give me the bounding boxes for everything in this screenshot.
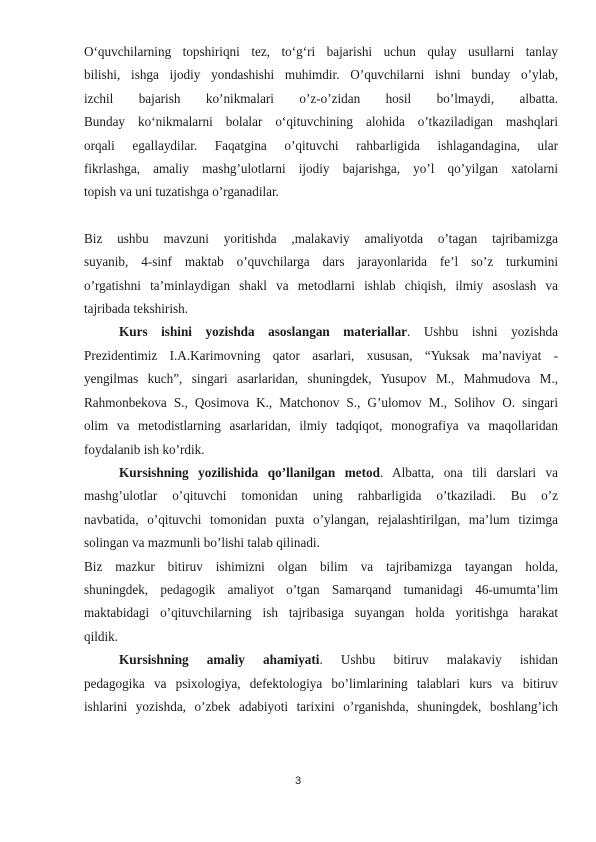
- text-line: yengilmas kuch”, singari asarlaridan, shuningdek, Yusupov M., Mahmudova M.,: [84, 371, 558, 387]
- text-line: topish va uni tuzatishga o’rganadilar.: [84, 184, 279, 200]
- text-line: Prezidentimiz I.A.Karimovning qator asarlari, xususan, “Yuksak ma’naviyat -: [84, 347, 558, 363]
- section-heading: Kursishning amaliy ahamiyati: [119, 652, 320, 668]
- paragraph-5: [84, 555, 558, 649]
- document-page: [84, 40, 558, 718]
- text-line: navbatida, o’qituvchi tomonidan puxta o’ylangan, rejalashtirilgan, ma’lum tizimga: [84, 511, 558, 527]
- text-line: izchil bajarish ko’nikmalari o’z-o’zidan hosil bo’lmaydi, albatta.: [84, 90, 558, 106]
- text-line: Biz mazkur bitiruv ishimizni olgan bilim va tajribamizga tayangan holda,: [84, 558, 558, 574]
- paragraph-3: [84, 320, 558, 460]
- text-line: shuningdek, pedagogik amaliyot o’tgan Samarqand tumanidagi 46-umumta’lim: [84, 581, 558, 597]
- paragraph-4: [84, 461, 558, 555]
- text-line: suyanib, 4-sinf maktab o’quvchilarga dars jarayonlarida fe’l so’z turkumini: [84, 254, 558, 270]
- paragraph-6: [84, 648, 558, 718]
- text-line: [84, 648, 558, 671]
- text-line: solingan va mazmunli bo’lishi talab qilinadi.: [84, 535, 320, 551]
- text-line: qildik.: [84, 628, 119, 644]
- text-line: [84, 320, 558, 343]
- text-line: Bunday ko‘nikmalarni bolalar o‘qituvchining alohida o’tkaziladigan mashqlari: [84, 114, 558, 130]
- section-heading: Kursishning yozilishida qo’llanilgan metod: [119, 464, 380, 480]
- text-line: maktabidagi o’qituvchilarning ish tajribasiga suyangan holda yoritishga harakat: [84, 605, 558, 621]
- text-run: . Ushbu ishni yozishda: [407, 324, 558, 340]
- text-line: fikrlashga, amaliy mashg’ulotlarni ijodiy bajarishga, yo’l qo’yilgan xatolarni: [84, 161, 558, 177]
- paragraph-2: [84, 227, 558, 321]
- text-run: . Ushbu bitiruv malakaviy ishidan: [319, 652, 558, 668]
- section-heading: Kurs ishini yozishda asoslangan materiallar: [119, 324, 408, 340]
- paragraph-spacer: [84, 204, 558, 227]
- text-run: . Albatta, ona tili darslari va: [379, 464, 559, 480]
- text-line: o’rgatishni ta’minlaydigan shakl va metodlarni ishlab chiqish, ilmiy asoslash va: [84, 277, 558, 293]
- text-line: orqali egallaydilar. Faqatgina o’qituvchi rahbarligida ishlagandagina, ular: [84, 137, 558, 153]
- text-line: olim va metodistlarning asarlaridan, ilmiy tadqiqot, monografiya va maqollaridan: [84, 418, 558, 434]
- text-line: tajribada tekshirish.: [84, 301, 189, 317]
- text-line: [84, 461, 558, 484]
- text-line: bilishi, ishga ijodiy yondashishi muhimdir. O’quvchilarni ishni bunday o’ylab,: [84, 67, 558, 83]
- paragraph-1: [84, 40, 558, 204]
- text-line: O‘quvchilarning topshiriqni tez, to‘g‘ri bajarishi uchun qulay usullarni tanlay: [84, 44, 558, 59]
- text-line: ishlarini yozishda, o’zbek adabiyoti tarixini o’rganishda, shuningdek, boshlang’ich: [84, 698, 558, 714]
- text-line: mashg’ulotlar o’qituvchi tomonidan uning rahbarligida o’tkaziladi. Bu o’z: [84, 488, 558, 504]
- text-line: pedagogika va psixologiya, defektologiya bo’limlarining talablari kurs va bitiruv: [84, 675, 558, 691]
- text-line: Biz ushbu mavzuni yoritishda ,malakaviy amaliyotda o’tagan tajribamizga: [84, 230, 558, 246]
- text-line: foydalanib ish ko’rdik.: [84, 441, 205, 457]
- page-number: 3: [294, 775, 302, 787]
- text-line: Rahmonbekova S., Qosimova K., Matchonov S., G’ulomov M., Solihov O. singari: [84, 394, 558, 410]
